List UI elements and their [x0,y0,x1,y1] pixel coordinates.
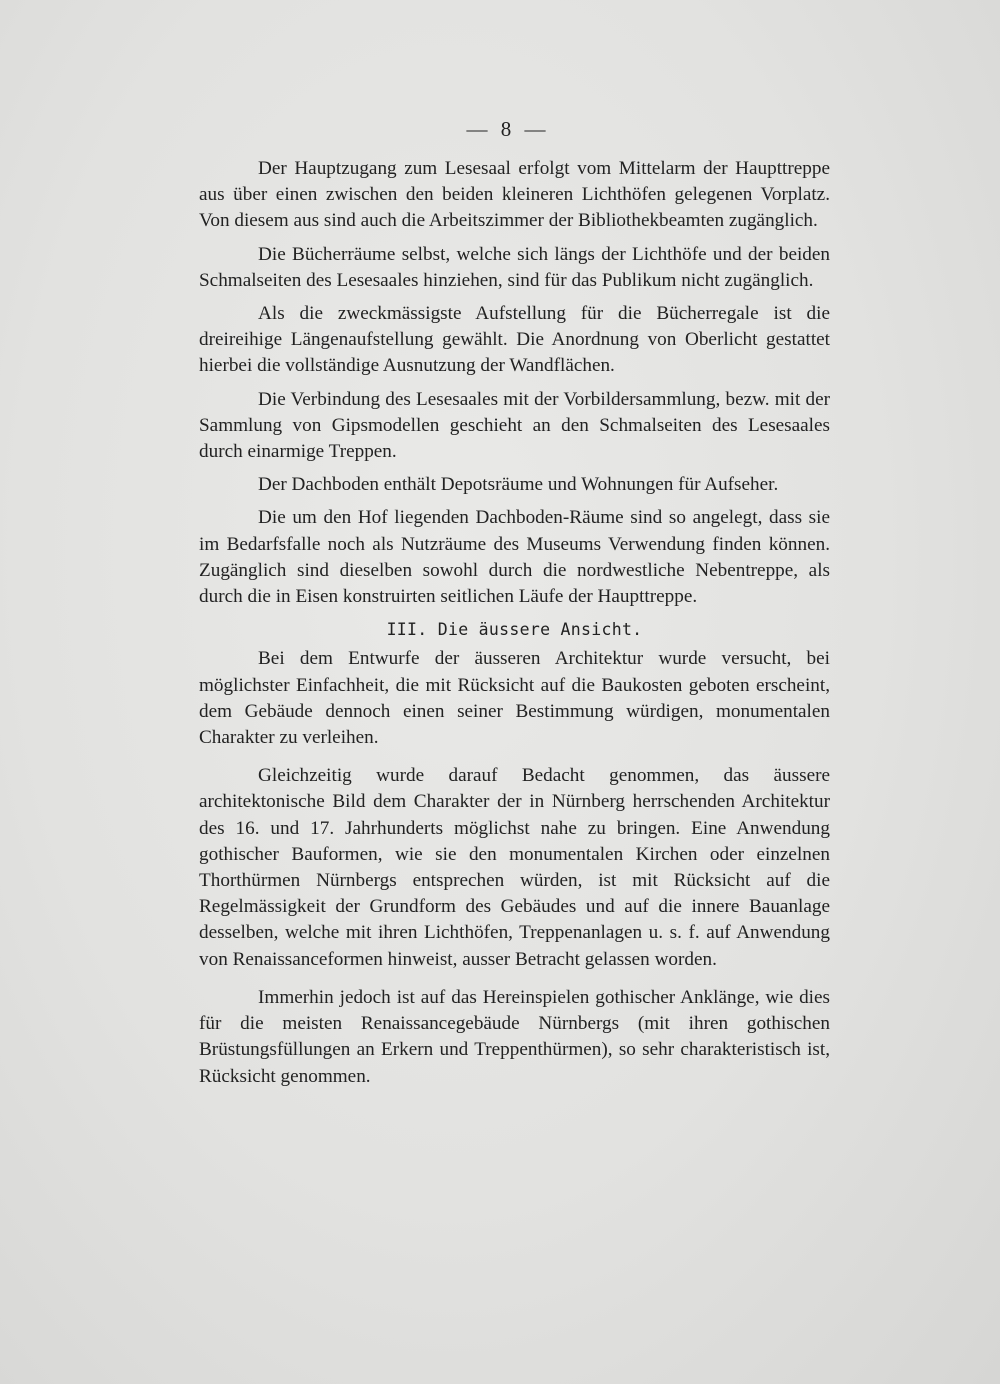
paragraph-book-rooms: Die Bücherräume selbst, welche sich längs der Lichthöfe und der beiden Schmalseiten des Lesesaales hinziehen, sind für das Publikum nicht zugänglich. [199,243,830,291]
page-number: — 8 — [466,117,550,141]
paragraph-exterior-design: Bei dem Entwurfe der äusseren Architektur wurde versucht, bei möglichster Einfachheit, die mit Rücksicht auf die Baukosten geboten erscheint, dem Gebäude dennoch einen seiner Bestimmung würdigen, monumentalen Charakter zu verleihen. [199,648,830,749]
section-heading: III. Die äussere Ansicht. [386,620,643,640]
paragraph-main-entrance: Der Hauptzugang zum Lesesaal erfolgt vom Mittelarm der Haupttreppe aus über einen zwischen den beiden kleineren Lichthöfen gelegenen Vorplatz. Von diesem aus sind auch die Arbeitszimmer der Bibliothekbeamten zugänglich. [199,158,830,232]
paragraph-gothic-elements: Immerhin jedoch ist auf das Hereinspielen gothischer Anklänge, wie dies für die meisten Renaissancegebäude Nürnbergs (mit ihren gothischen Brüstungsfüllungen an Erkern und Treppenthürmen), so sehr charakteristisch ist, Rücksicht genommen. [199,986,830,1087]
paragraph-nuremberg-character: Gleichzeitig wurde darauf Bedacht genommen, das äussere architektonische Bild dem Charakter der in Nürnberg herrschenden Architektur des 16. und 17. Jahrhunderts möglichst nahe zu bringen. Eine Anwendung gothischer Bauformen, wie sie den monumentalen Kirchen oder einzelnen Thorthürmen Nürnbergs entsprechen würden, ist mit Rücksicht auf die Regelmässigkeit der Grundform des Gebäudes und auf die innere Bauanlage desselben, welche mit ihren Lichthöfen, Treppenanlagen u. s. f. auf Anwendung von Renaissanceformen hinweist, ausser Betracht gelassen worden. [199,765,830,970]
paragraph-shelving: Als die zweckmässigste Aufstellung für die Bücherregale ist die dreireihige Längenaufstellung gewählt. Die Anordnung von Oberlicht gestattet hierbei die vollständige Ausnutzung der Wandflächen. [199,303,830,377]
paragraph-connection: Die Verbindung des Lesesaales mit der Vorbildersammlung, bezw. mit der Sammlung von Gipsmodellen geschieht an den Schmalseiten des Lesesaales durch einarmige Treppen. [199,388,830,463]
body-text [199,156,830,1097]
paragraph-attic: Der Dachboden enthält Depotsräume und Wohnungen für Aufseher. [258,474,779,496]
paragraph-attic-rooms: Die um den Hof liegenden Dachboden-Räume sind so angelegt, dass sie im Bedarfsfalle noch als Nutzräume des Museums Verwendung finden können. Zugänglich sind dieselben sowohl durch die nordwestliche Nebentreppe, als durch die in Eisen konstruirten seitlichen Läufe der Haupttreppe. [199,507,830,608]
